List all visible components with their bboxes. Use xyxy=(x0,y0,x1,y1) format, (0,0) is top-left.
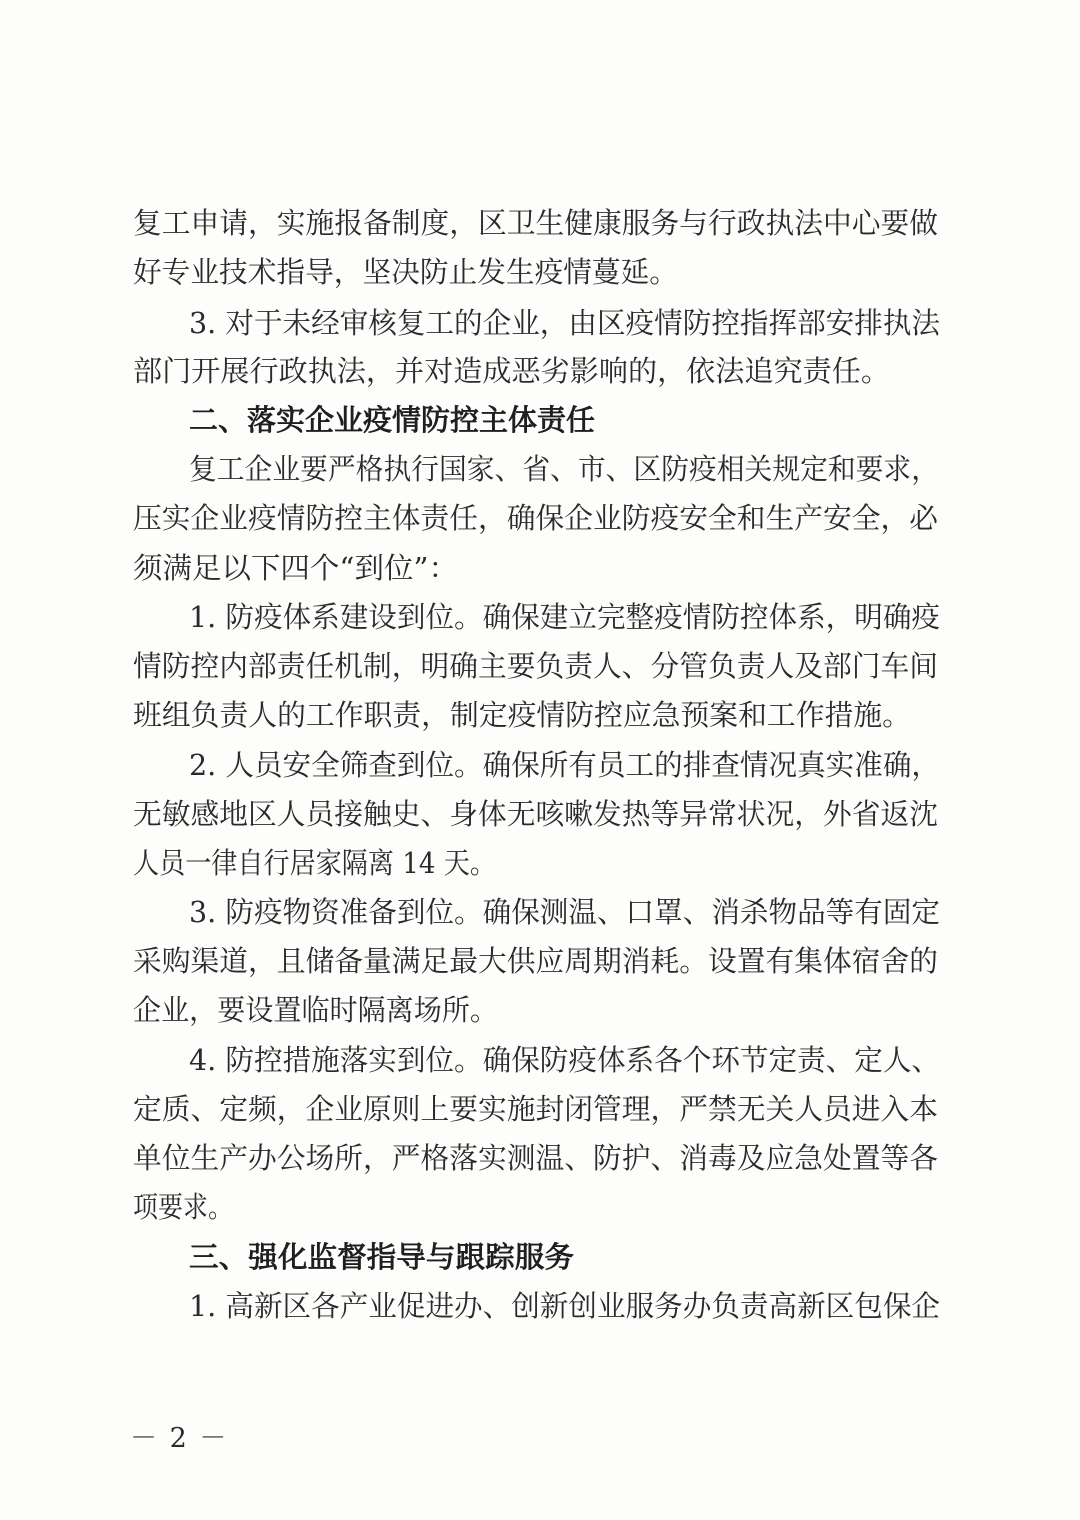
text-run: 3. 对于未经审核复工的企业，由区疫情防控指挥部安排执法 xyxy=(189,306,940,340)
section-heading xyxy=(0,395,1080,445)
body-line xyxy=(0,641,1080,691)
body-line xyxy=(0,887,1080,937)
body-line xyxy=(0,493,1080,543)
body-line xyxy=(0,690,1080,740)
text-run: 4. 防控措施落实到位。确保防疫体系各个环节定责、定人、 xyxy=(189,1043,940,1077)
body-line xyxy=(0,740,1080,790)
section-heading xyxy=(0,1232,1080,1282)
text-run: 复工企业要严格执行国家、省、市、区防疫相关规定和要求， xyxy=(189,452,939,486)
text-run: 压实企业疫情防控主体责任，确保企业防疫安全和生产安全，必 xyxy=(133,501,938,535)
body-line xyxy=(0,789,1080,839)
body-line xyxy=(0,985,1080,1035)
body-line xyxy=(0,346,1080,396)
text-run: 定质、定频，企业原则上要实施封闭管理，严禁无关人员进入本 xyxy=(133,1092,938,1126)
body-line xyxy=(0,198,1080,248)
body-line xyxy=(0,1035,1080,1085)
body-line xyxy=(0,1084,1080,1134)
text-run: 2. 人员安全筛查到位。确保所有员工的排查情况真实准确， xyxy=(189,748,940,782)
heading-text: 三、强化监督指导与跟踪服务 xyxy=(189,1240,574,1274)
text-run: 人员一律自行居家隔离 14 天。 xyxy=(133,846,496,880)
body-line xyxy=(0,1182,1080,1232)
body-line xyxy=(0,247,1080,297)
text-run: 采购渠道，且储备量满足最大供应周期消耗。设置有集体宿舍的 xyxy=(133,944,938,978)
text-run: 项要求。 xyxy=(133,1190,233,1224)
text-run: 情防控内部责任机制，明确主要负责人、分管负责人及部门车间 xyxy=(133,649,938,683)
body-line xyxy=(0,1133,1080,1183)
body-line xyxy=(0,1281,1080,1331)
text-run: 1. 防疫体系建设到位。确保建立完整疫情防控体系，明确疫 xyxy=(189,600,940,634)
text-run: 无敏感地区人员接触史、身体无咳嗽发热等异常状况，外省返沈 xyxy=(133,797,938,831)
text-run: 1. 高新区各产业促进办、创新创业服务办负责高新区包保企 xyxy=(189,1289,940,1323)
body-line xyxy=(0,444,1080,494)
text-run: 班组负责人的工作职责，制定疫情防控应急预案和工作措施。 xyxy=(133,698,911,732)
body-line xyxy=(0,298,1080,348)
body-line xyxy=(0,592,1080,642)
text-run: 3. 防疫物资准备到位。确保测温、口罩、消杀物品等有固定 xyxy=(189,895,940,929)
text-run: 复工申请，实施报备制度，区卫生健康服务与行政执法中心要做 xyxy=(133,206,938,240)
body-line xyxy=(0,543,1080,593)
text-run: 好专业技术指导，坚决防止发生疫情蔓延。 xyxy=(133,255,678,289)
page-number: － 2 － xyxy=(130,1423,229,1454)
body-line xyxy=(0,838,1080,888)
heading-text: 二、落实企业疫情防控主体责任 xyxy=(189,403,595,437)
text-run: 单位生产办公场所，严格落实测温、防护、消毒及应急处置等各 xyxy=(133,1141,938,1175)
text-run: 部门开展行政执法，并对造成恶劣影响的，依法追究责任。 xyxy=(133,354,890,388)
text-run: 须满足以下四个“到位”： xyxy=(133,551,458,585)
body-line xyxy=(0,936,1080,986)
text-run: 企业，要设置临时隔离场所。 xyxy=(133,993,498,1027)
